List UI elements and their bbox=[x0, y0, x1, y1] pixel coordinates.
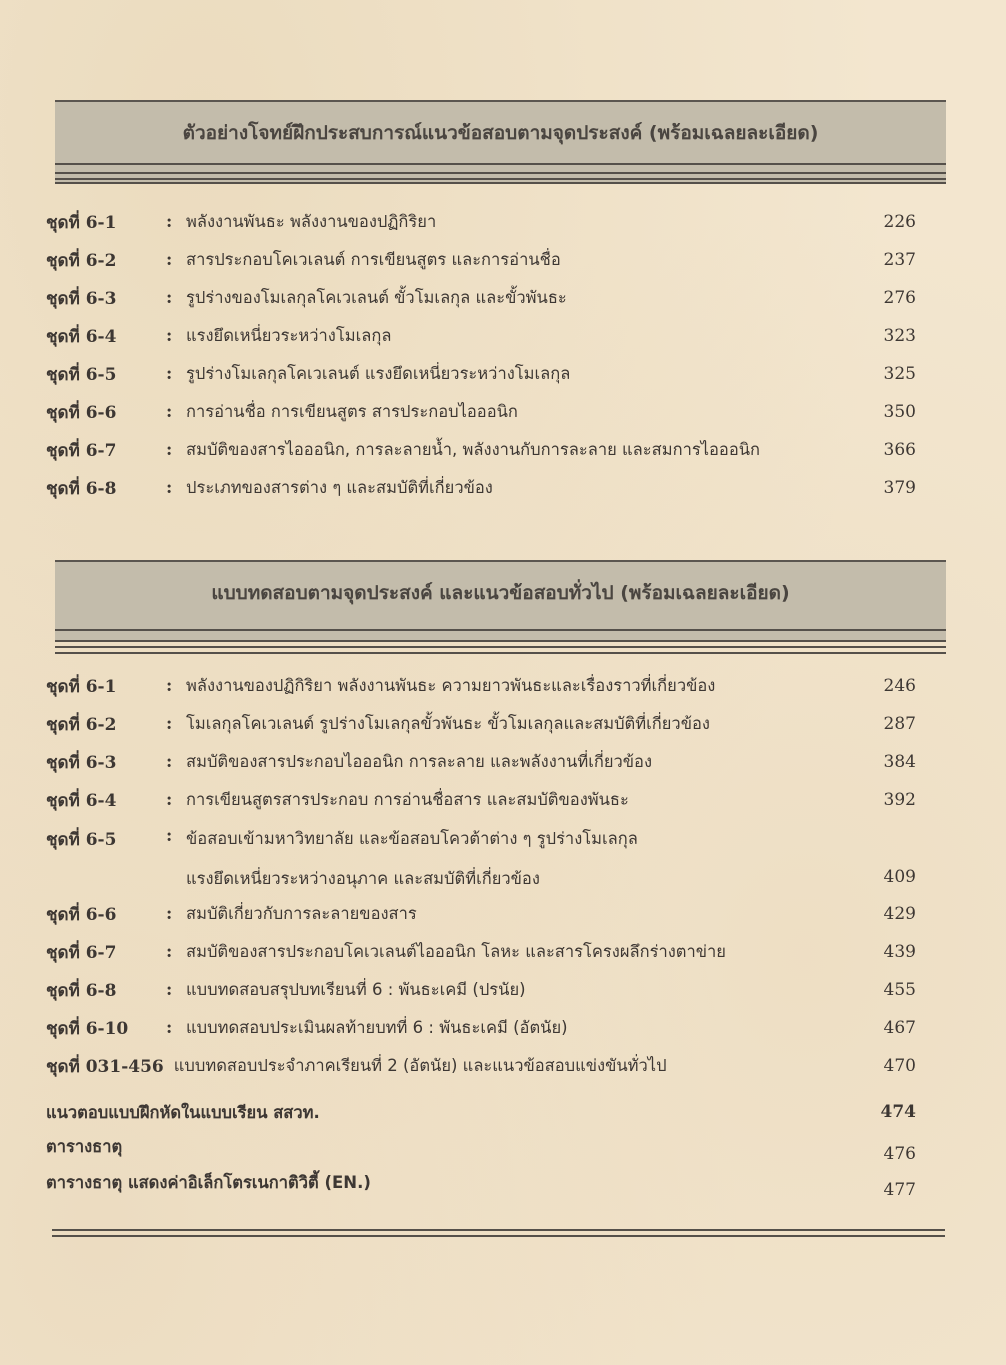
set-code: ชุดที่ 6-6 bbox=[46, 402, 117, 423]
toc-list-objective-tests bbox=[46, 667, 916, 1085]
entry-title: การเขียนสูตรสารประกอบ การอ่านชื่อสาร และสมบัติของพันธะ bbox=[186, 790, 629, 809]
toc-entry[interactable] bbox=[46, 393, 916, 431]
toc-list-appendix bbox=[46, 1094, 916, 1206]
header-divider bbox=[55, 629, 946, 631]
entry-title: ประเภทของสารต่าง ๆ และสมบัติที่เกี่ยวข้อง bbox=[186, 478, 493, 497]
set-code: ชุดที่ 6-7 bbox=[46, 440, 117, 461]
toc-entry[interactable] bbox=[46, 667, 916, 705]
entry-title: สมบัติเกี่ยวกับการละลายของสาร bbox=[186, 904, 417, 923]
page-number: 474 bbox=[880, 1102, 916, 1122]
header-divider bbox=[55, 640, 946, 642]
toc-entry[interactable] bbox=[46, 971, 916, 1009]
page-number: 409 bbox=[883, 867, 916, 887]
set-code: ชุดที่ 031-456 bbox=[46, 1056, 164, 1077]
set-code: ชุดที่ 6-7 bbox=[46, 942, 117, 963]
separator: : bbox=[166, 752, 173, 772]
header-divider bbox=[55, 163, 946, 165]
toc-entry-periodic-table[interactable] bbox=[46, 1132, 916, 1168]
header-divider bbox=[55, 178, 946, 180]
page-number: 392 bbox=[883, 790, 916, 810]
section-header-objective-tests bbox=[55, 560, 946, 642]
section-title: แบบทดสอบตามจุดประสงค์ และแนวข้อสอบทั่วไป (พร้อมเฉลยละเอียด) bbox=[211, 582, 790, 604]
set-code: ชุดที่ 6-1 bbox=[46, 676, 117, 697]
separator: : bbox=[166, 826, 173, 846]
entry-title: พลังงานพันธะ พลังงานของปฏิกิริยา bbox=[186, 212, 437, 231]
separator: : bbox=[166, 942, 173, 962]
toc-entry[interactable] bbox=[46, 781, 916, 819]
toc-entry[interactable] bbox=[46, 279, 916, 317]
header-divider bbox=[55, 172, 946, 174]
separator: : bbox=[166, 980, 173, 1000]
entry-title: แนวตอบแบบฝึกหัดในแบบเรียน สสวท. bbox=[46, 1103, 320, 1122]
entry-title: รูปร่างของโมเลกุลโคเวเลนต์ ขั้วโมเลกุล และขั้วพันธะ bbox=[186, 288, 567, 307]
page-number: 429 bbox=[883, 904, 916, 924]
section-header-practice-examples bbox=[55, 100, 946, 182]
toc-entry[interactable] bbox=[46, 355, 916, 393]
separator: : bbox=[166, 250, 173, 270]
set-code: ชุดที่ 6-5 bbox=[46, 830, 117, 850]
toc-entry[interactable] bbox=[46, 469, 916, 507]
separator: : bbox=[166, 714, 173, 734]
page-number: 476 bbox=[883, 1144, 916, 1164]
set-code: ชุดที่ 6-2 bbox=[46, 250, 117, 271]
page-number: 439 bbox=[883, 942, 916, 962]
entry-title: แบบทดสอบประจำภาคเรียนที่ 2 (อัตนัย) และแนวข้อสอบแข่งขันทั่วไป bbox=[173, 1056, 667, 1075]
header-divider bbox=[55, 646, 946, 648]
separator: : bbox=[166, 676, 173, 696]
entry-title: สารประกอบโคเวเลนต์ การเขียนสูตร และการอ่านชื่อ bbox=[186, 250, 561, 269]
toc-entry[interactable] bbox=[46, 705, 916, 743]
entry-title: สมบัติของสารประกอบโคเวเลนต์ไอออนิก โลหะ และสารโครงผลึกร่างตาข่าย bbox=[186, 942, 726, 961]
entry-title: สมบัติของสารประกอบไอออนิก การละลาย และพลังงานที่เกี่ยวข้อง bbox=[186, 752, 653, 771]
toc-entry[interactable] bbox=[46, 895, 916, 933]
separator: : bbox=[166, 1018, 173, 1038]
set-code: ชุดที่ 6-3 bbox=[46, 288, 117, 309]
entry-title: โมเลกุลโคเวเลนต์ รูปร่างโมเลกุลขั้วพันธะ ขั้วโมเลกุลและสมบัติที่เกี่ยวข้อง bbox=[186, 714, 710, 733]
page-number: 325 bbox=[883, 364, 916, 384]
entry-title: ตารางธาตุ แสดงค่าอิเล็กโตรเนกาติวิตี้ (EN.) bbox=[46, 1173, 371, 1192]
entry-title: สมบัติของสารไอออนิก, การละลายน้ำ, พลังงานกับการละลาย และสมการไอออนิก bbox=[186, 440, 760, 459]
entry-title: แบบทดสอบสรุปบทเรียนที่ 6 : พันธะเคมี (ปรนัย) bbox=[186, 980, 526, 999]
page-number: 237 bbox=[883, 250, 916, 270]
page-number: 246 bbox=[883, 676, 916, 696]
set-code: ชุดที่ 6-6 bbox=[46, 904, 117, 925]
separator: : bbox=[166, 402, 173, 422]
set-code: ชุดที่ 6-3 bbox=[46, 752, 117, 773]
bottom-divider bbox=[52, 1229, 945, 1231]
toc-entry[interactable] bbox=[46, 743, 916, 781]
toc-entry[interactable] bbox=[46, 241, 916, 279]
section-title: ตัวอย่างโจทย์ฝึกประสบการณ์แนวข้อสอบตามจุดประสงค์ (พร้อมเฉลยละเอียด) bbox=[182, 122, 819, 144]
entry-title: แบบทดสอบประเมินผลท้ายบทที่ 6 : พันธะเคมี (อัตนัย) bbox=[186, 1018, 568, 1037]
set-code: ชุดที่ 6-4 bbox=[46, 790, 117, 811]
page-number: 366 bbox=[883, 440, 916, 460]
set-code: ชุดที่ 6-10 bbox=[46, 1018, 129, 1039]
separator: : bbox=[166, 904, 173, 924]
toc-entry[interactable] bbox=[46, 203, 916, 241]
entry-title bbox=[186, 826, 916, 892]
entry-title: การอ่านชื่อ การเขียนสูตร สารประกอบไอออนิก bbox=[186, 402, 518, 421]
set-code: ชุดที่ 6-2 bbox=[46, 714, 117, 735]
page-number: 455 bbox=[883, 980, 916, 1000]
separator: : bbox=[166, 326, 173, 346]
page-number: 467 bbox=[883, 1018, 916, 1038]
page-number: 350 bbox=[883, 402, 916, 422]
separator: : bbox=[166, 364, 173, 384]
page-number: 226 bbox=[883, 212, 916, 232]
separator: : bbox=[166, 440, 173, 460]
toc-entry-periodic-table-en[interactable] bbox=[46, 1168, 916, 1206]
set-code: ชุดที่ 6-1 bbox=[46, 212, 117, 233]
toc-entry-answer-key[interactable] bbox=[46, 1094, 916, 1132]
set-code: ชุดที่ 6-8 bbox=[46, 478, 117, 499]
entry-title-line2: แรงยึดเหนี่ยวระหว่างอนุภาค และสมบัติที่เกี่ยวข้อง bbox=[186, 869, 540, 888]
page-number: 477 bbox=[883, 1180, 916, 1200]
toc-entry[interactable] bbox=[46, 431, 916, 469]
toc-entry[interactable] bbox=[46, 317, 916, 355]
page-number: 379 bbox=[883, 478, 916, 498]
header-divider bbox=[55, 652, 946, 654]
entry-title-line1: ข้อสอบเข้ามหาวิทยาลัย และข้อสอบโควต้าต่าง ๆ รูปร่างโมเลกุล bbox=[186, 829, 638, 848]
separator: : bbox=[166, 478, 173, 498]
entry-title: พลังงานของปฏิกิริยา พลังงานพันธะ ความยาวพันธะและเรื่องราวที่เกี่ยวข้อง bbox=[186, 676, 716, 695]
toc-entry[interactable] bbox=[46, 1009, 916, 1047]
header-divider bbox=[55, 182, 946, 184]
entry-title: ตารางธาตุ bbox=[46, 1137, 123, 1156]
page-number: 287 bbox=[883, 714, 916, 734]
set-code: ชุดที่ 6-8 bbox=[46, 980, 117, 1001]
set-code: ชุดที่ 6-5 bbox=[46, 364, 117, 385]
entry-title: รูปร่างโมเลกุลโคเวเลนต์ แรงยึดเหนี่ยวระหว่างโมเลกุล bbox=[186, 364, 571, 383]
set-code: ชุดที่ 6-4 bbox=[46, 326, 117, 347]
toc-entry[interactable] bbox=[46, 933, 916, 971]
page-number: 323 bbox=[883, 326, 916, 346]
entry-title: แรงยึดเหนี่ยวระหว่างโมเลกุล bbox=[186, 326, 392, 345]
bottom-divider bbox=[52, 1235, 945, 1237]
toc-entry[interactable] bbox=[46, 1047, 916, 1085]
separator: : bbox=[166, 790, 173, 810]
page-number: 276 bbox=[883, 288, 916, 308]
separator: : bbox=[166, 288, 173, 308]
separator: : bbox=[166, 212, 173, 232]
toc-list-practice-examples bbox=[46, 203, 916, 507]
toc-entry[interactable] bbox=[46, 819, 916, 895]
page-number: 470 bbox=[883, 1056, 916, 1076]
page-number: 384 bbox=[883, 752, 916, 772]
